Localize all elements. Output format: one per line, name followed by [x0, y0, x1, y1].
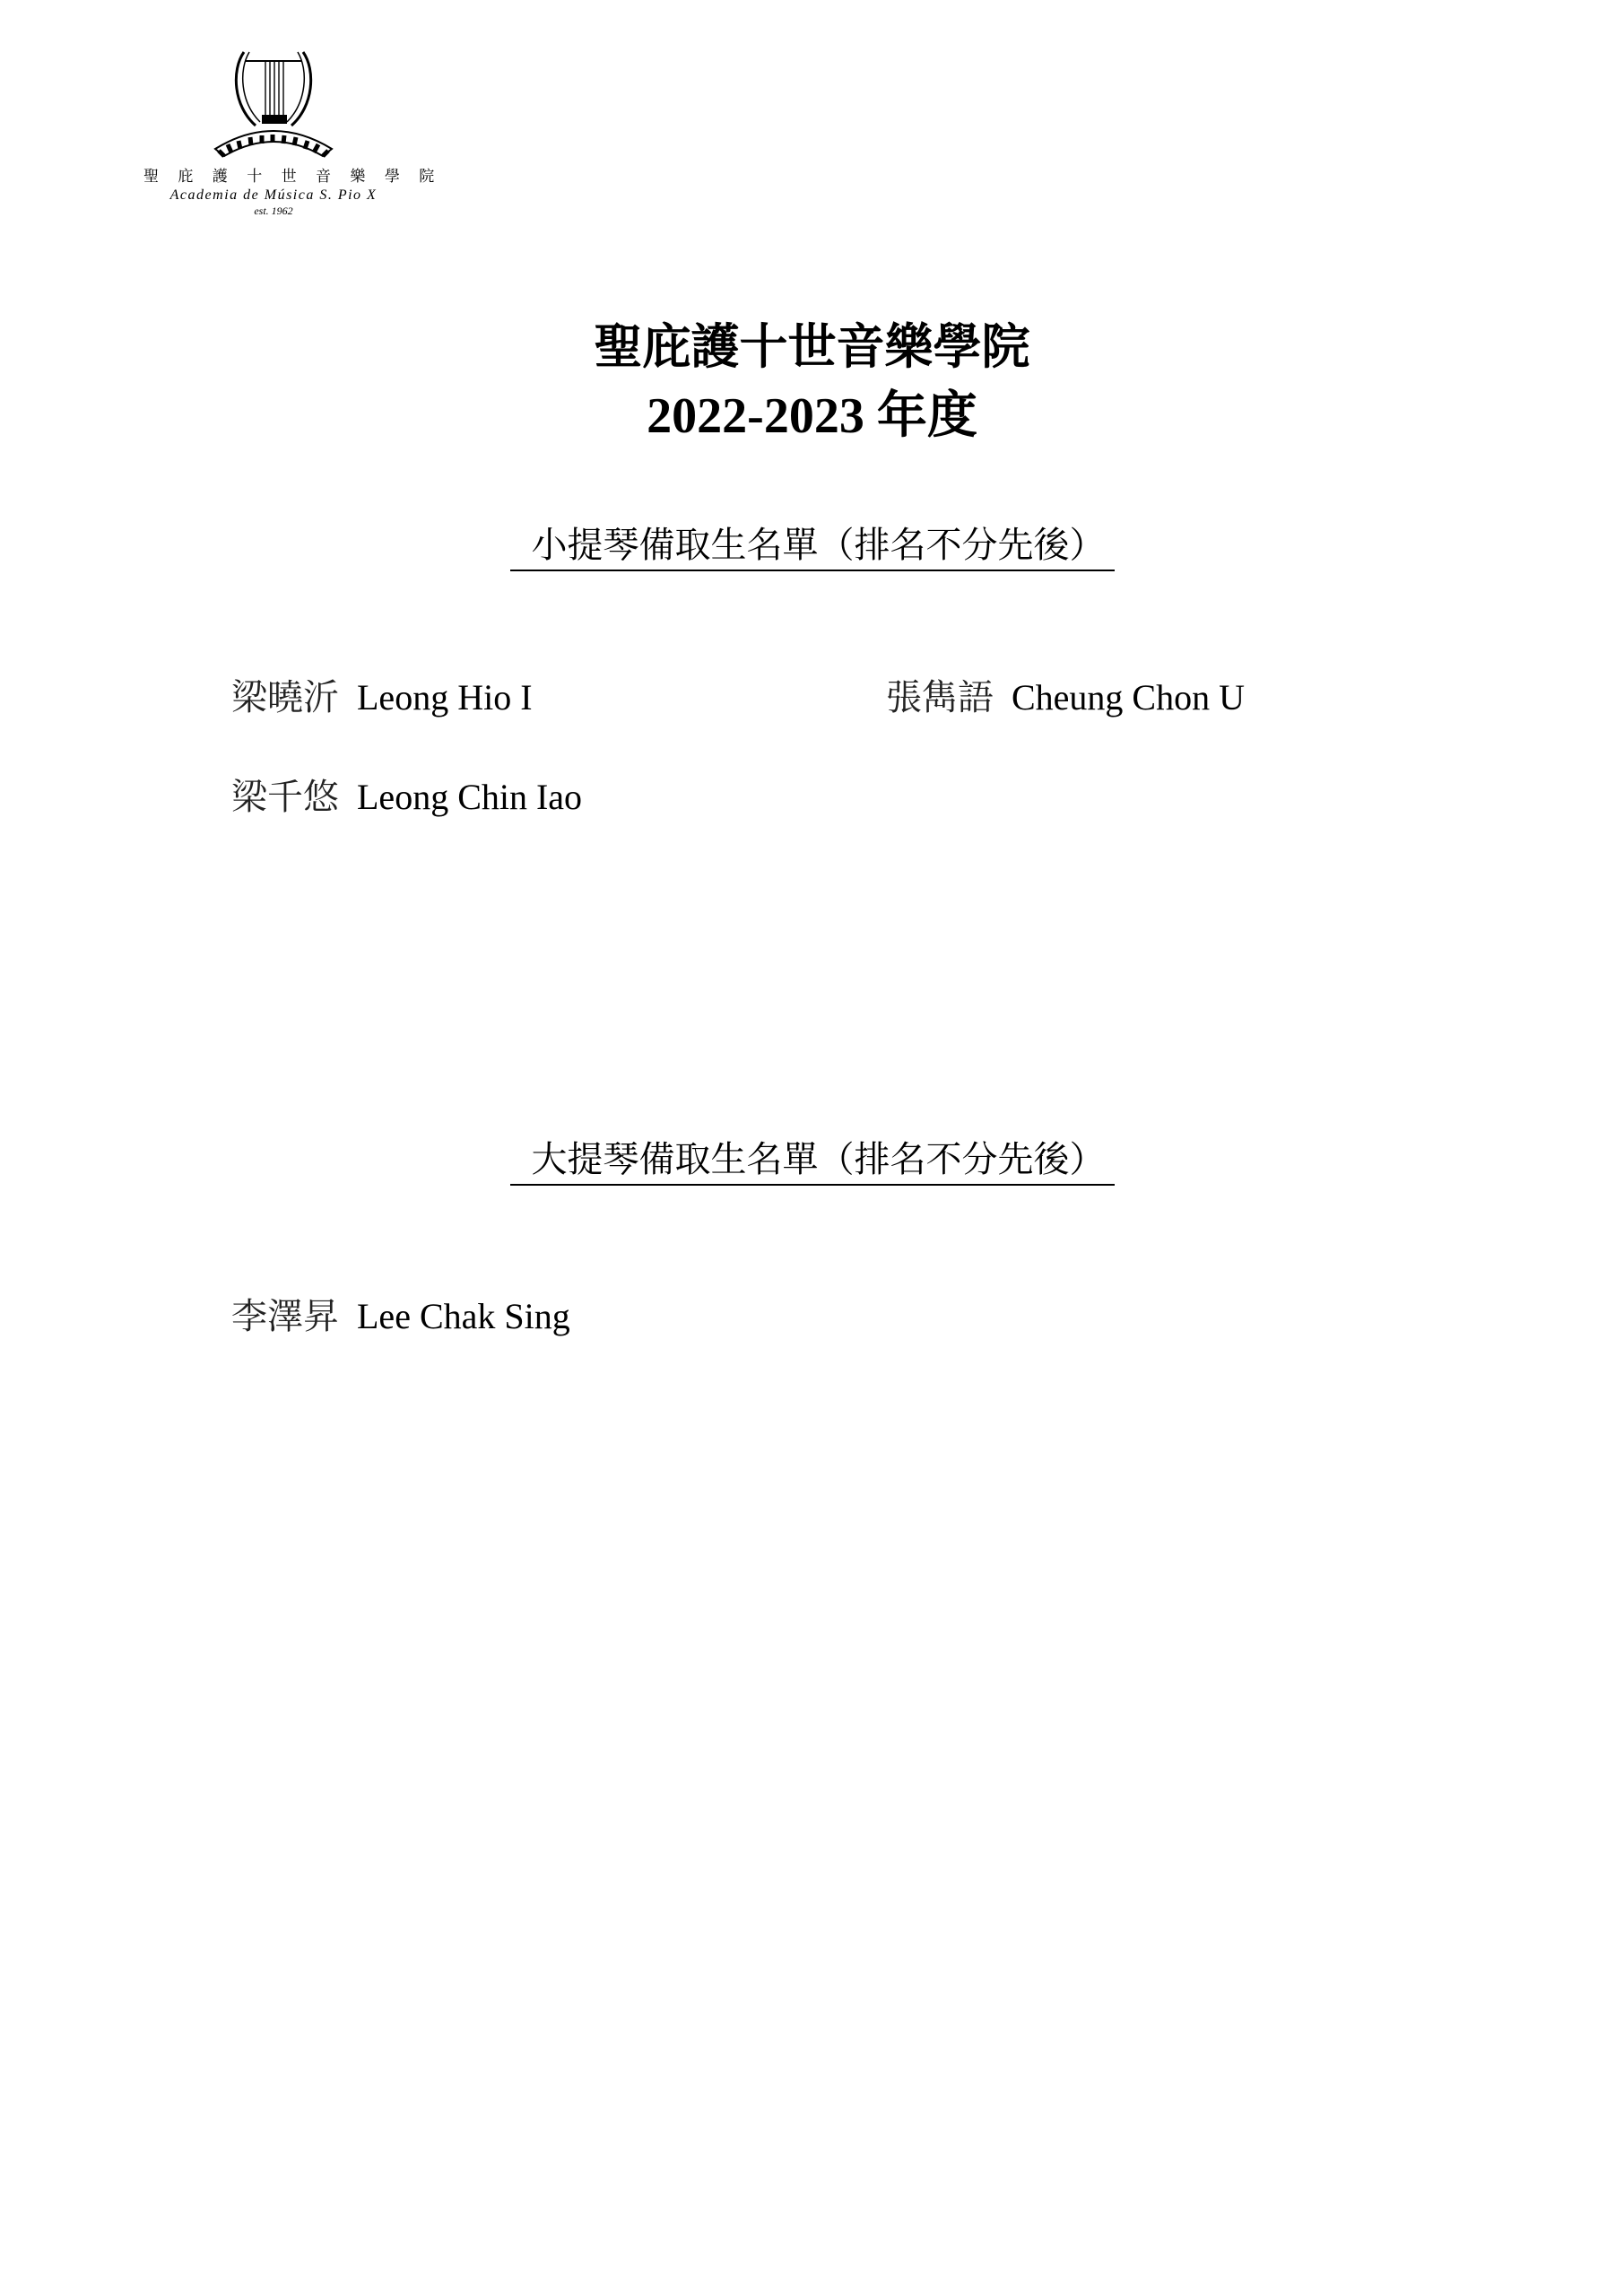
- cello-waitlist-heading-text: 大提琴備取生名單（排名不分先後）: [510, 1137, 1115, 1186]
- student-entry: [886, 675, 1245, 720]
- student-entry: [231, 775, 582, 820]
- student-english-name: Leong Hio I: [357, 677, 533, 718]
- student-english-name: Cheung Chon U: [1012, 677, 1245, 718]
- student-entry: [231, 675, 533, 720]
- student-chinese-name: 張雋語: [886, 677, 994, 718]
- student-entry: [231, 1294, 570, 1339]
- logo-latin-name: Academia de Música S. Pio X: [169, 187, 378, 203]
- student-chinese-name: 李澤昇: [231, 1296, 339, 1337]
- title-academy-name: 聖庇護十世音樂學院: [594, 317, 1030, 375]
- student-english-name: Leong Chin Iao: [357, 777, 583, 817]
- academy-logo: [143, 43, 442, 218]
- violin-waitlist-heading: [0, 523, 1624, 571]
- title-academic-year: 2022-2023 年度: [647, 388, 977, 444]
- student-chinese-name: 梁千悠: [231, 777, 339, 818]
- student-english-name: Lee Chak Sing: [357, 1296, 570, 1336]
- cello-waitlist-heading: [0, 1137, 1624, 1186]
- document-title: [0, 312, 1624, 452]
- student-chinese-name: 梁曉沂: [231, 677, 339, 718]
- logo-established: est. 1962: [254, 204, 293, 217]
- lyre-piano-icon: [179, 43, 368, 160]
- logo-chinese-name: 聖 庇 護 十 世 音 樂 學 院: [143, 168, 442, 186]
- violin-waitlist-heading-text: 小提琴備取生名單（排名不分先後）: [510, 523, 1115, 571]
